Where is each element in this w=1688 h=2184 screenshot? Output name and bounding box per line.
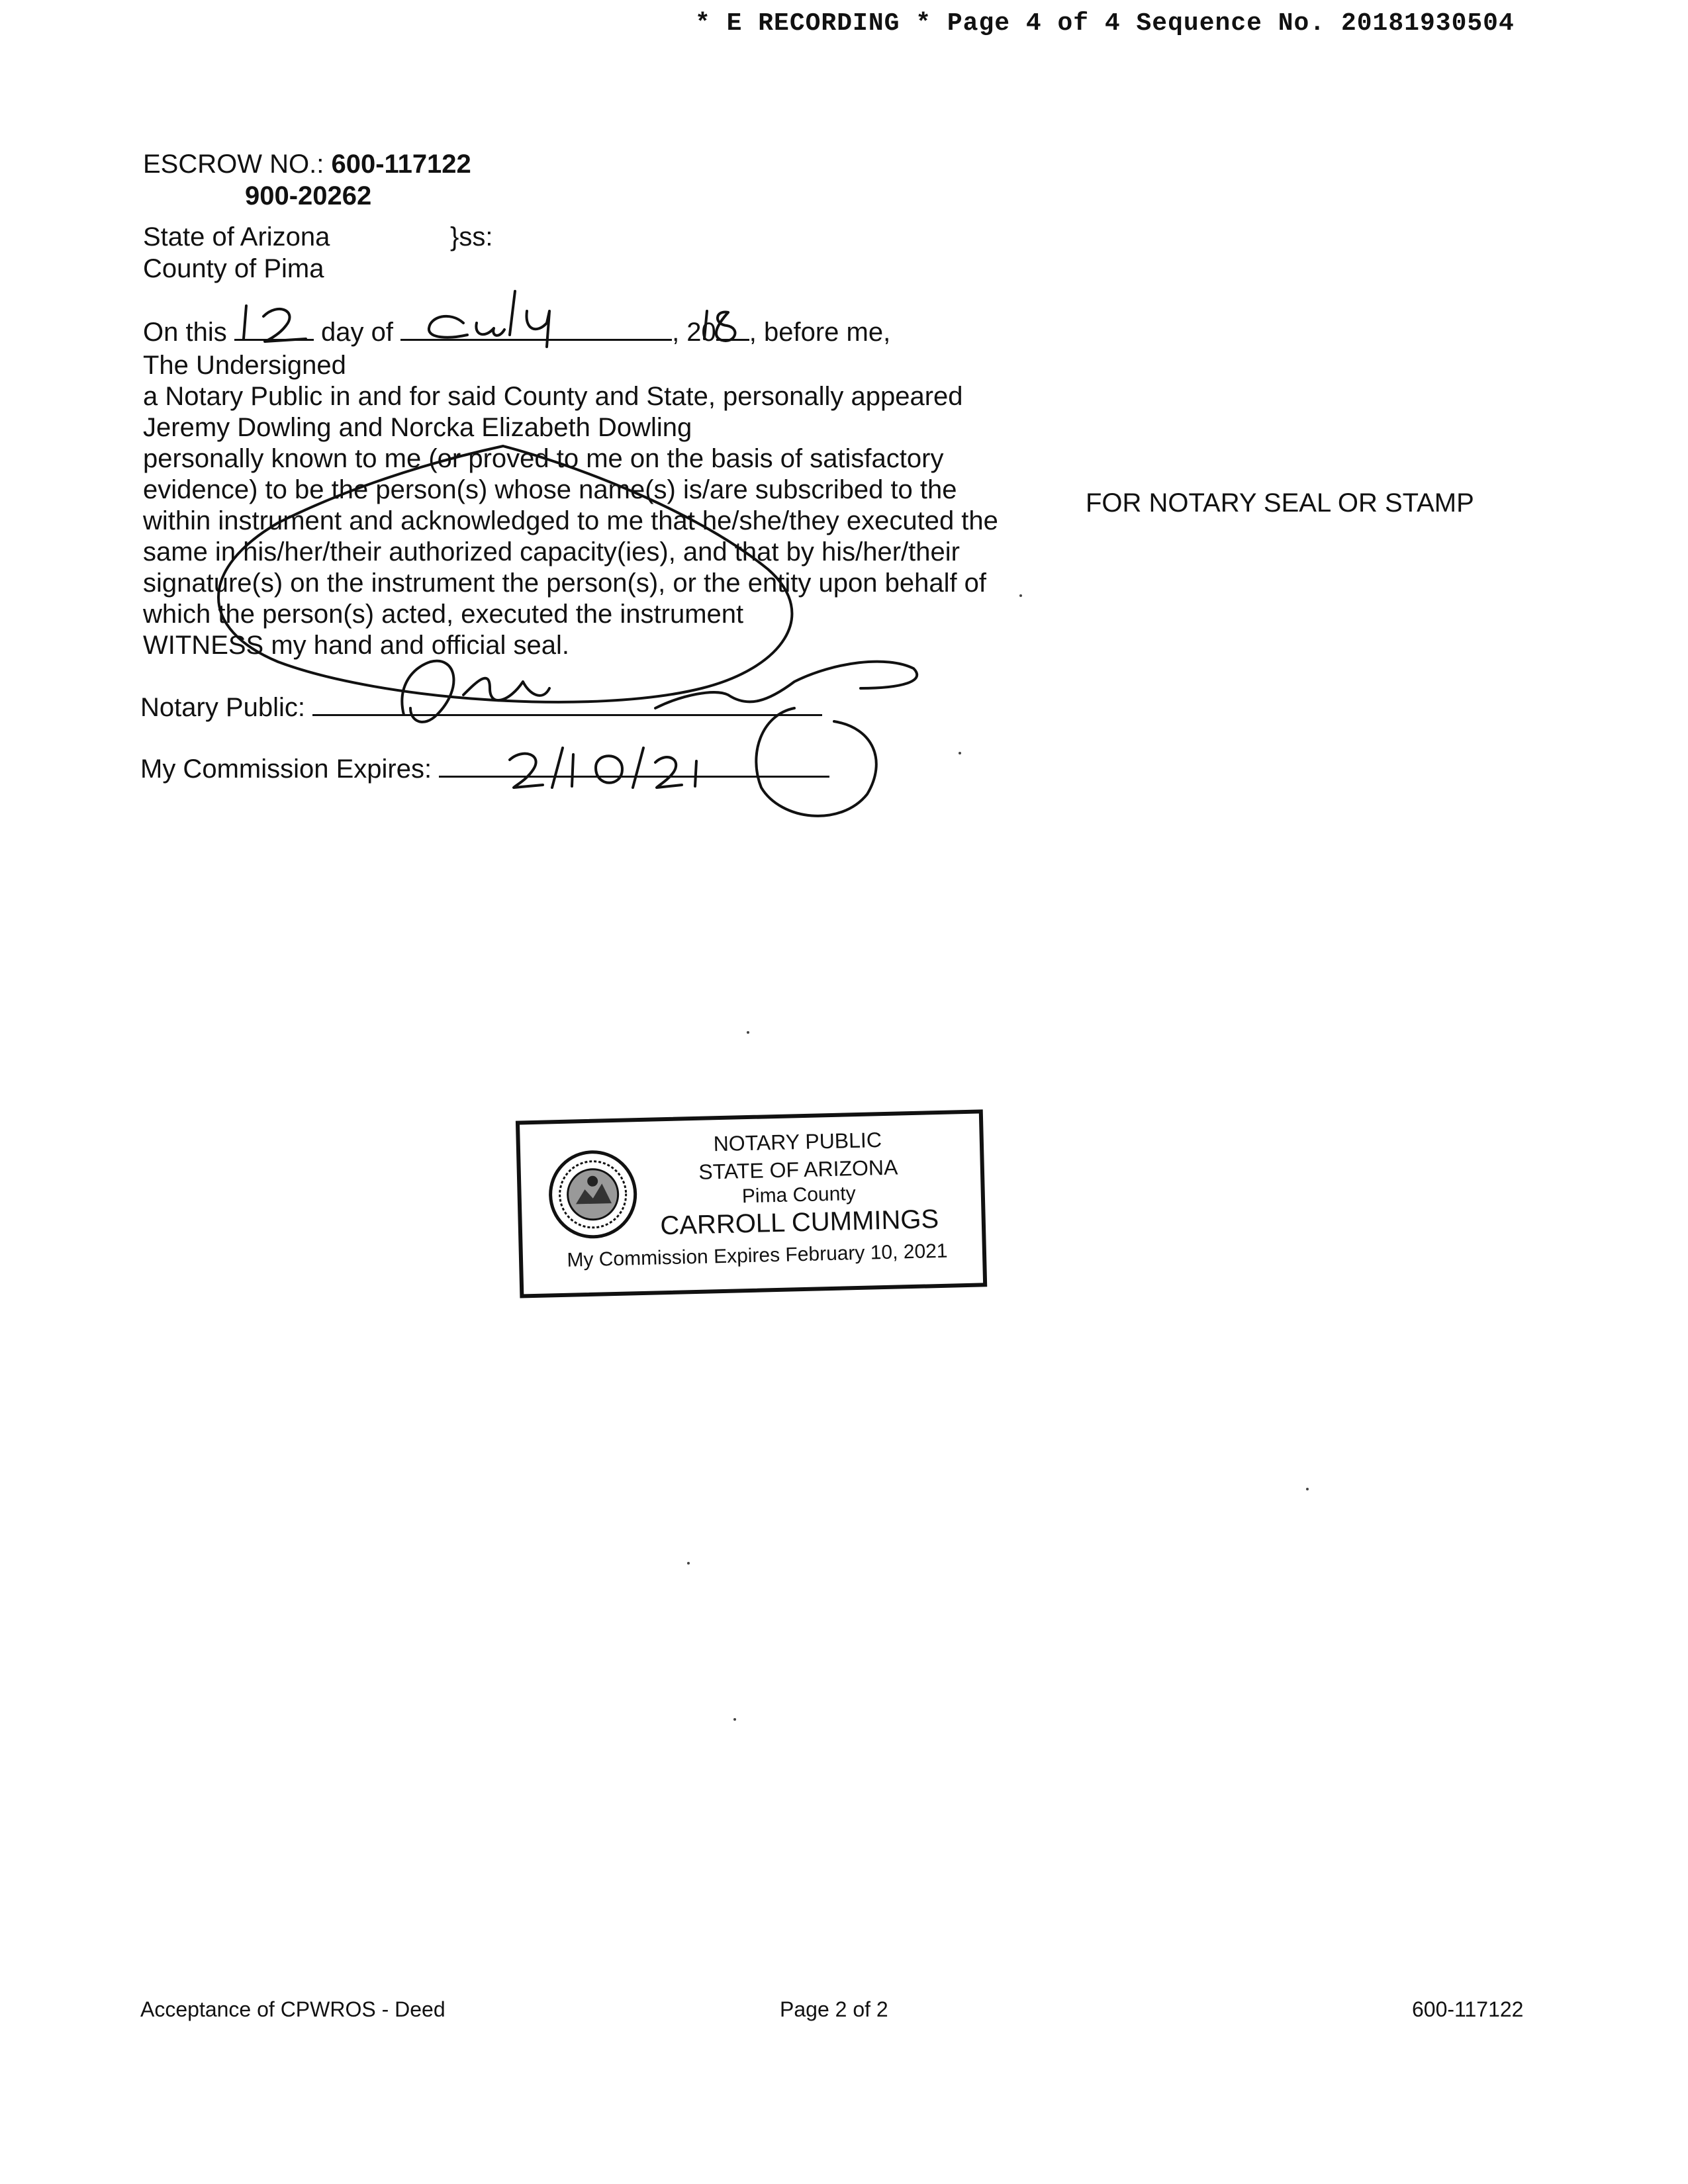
handwritten-expiry-slash-2 — [633, 748, 643, 788]
ack-line-2: Jeremy Dowling and Norcka Elizabeth Dowling — [143, 413, 692, 442]
handwritten-month-u — [476, 323, 504, 336]
scan-speck — [1019, 594, 1022, 597]
stamp-line-1: NOTARY PUBLIC — [713, 1128, 882, 1156]
venue-ss: }ss: — [450, 222, 493, 251]
escrow-label: ESCROW NO.: — [143, 150, 324, 179]
handwritten-month-j — [429, 316, 467, 338]
handwritten-month-y — [526, 311, 549, 347]
handwritten-day-one — [244, 306, 246, 339]
before-me-text: , before me, — [749, 318, 891, 347]
handwritten-year-one — [704, 311, 707, 339]
ack-line-9: WITNESS my hand and official seal. — [143, 631, 569, 660]
handwritten-expiry-1 — [572, 754, 573, 786]
ack-line-5: within instrument and acknowledged to me that he/she/they executed the — [143, 506, 998, 535]
handwritten-day-two — [263, 309, 306, 341]
notary-signature-middle — [463, 678, 549, 700]
officer-name: The Undersigned — [143, 351, 346, 380]
notary-stamp — [516, 1109, 983, 1294]
commission-label: My Commission Expires: — [140, 754, 432, 784]
day-of-text: day of — [320, 318, 393, 347]
ack-line-6: same in his/her/their authorized capacity(ies), and that by his/her/their — [143, 537, 960, 567]
escrow-number-1: 600-117122 — [331, 150, 471, 179]
scan-speck — [733, 1718, 736, 1721]
on-this-text: On this — [143, 318, 227, 347]
notary-signature-flourish — [655, 662, 917, 708]
venue-state: State of Arizona — [143, 222, 330, 251]
notary-signature-loop — [218, 446, 792, 702]
recording-header: * E RECORDING * Page 4 of 4 Sequence No. 20181930504 — [695, 9, 1515, 38]
stamp-line-2: STATE OF ARIZONA — [698, 1155, 898, 1184]
stamp-line-3: Pima County — [741, 1183, 857, 1208]
escrow-number-2: 900-20262 — [245, 181, 372, 210]
handwritten-expiry-1b — [695, 761, 696, 786]
handwritten-year-eight — [716, 312, 735, 341]
stamp-notary-name: CARROLL CUMMINGS — [659, 1205, 939, 1241]
ack-line-4: evidence) to be the person(s) whose name(s) is/are subscribed to the — [143, 475, 957, 504]
seal-area-label: FOR NOTARY SEAL OR STAMP — [1086, 488, 1474, 518]
scan-speck — [747, 1031, 749, 1034]
ack-line-1: a Notary Public in and for said County and State, personally appeared — [143, 382, 963, 411]
footer-escrow-number: 600-117122 — [1412, 1997, 1524, 2021]
scan-speck — [687, 1562, 690, 1565]
stamp-expiration: My Commission Expires February 10, 2021 — [567, 1240, 948, 1271]
venue-county: County of Pima — [143, 254, 324, 283]
arizona-seal-icon — [545, 1147, 640, 1242]
scan-speck — [1306, 1488, 1309, 1490]
notary-signature-tail-loop — [756, 708, 876, 816]
ack-line-8: which the person(s) acted, executed the instrument — [143, 600, 744, 629]
comma-20-text: , 20 — [672, 318, 716, 347]
notary-public-label: Notary Public: — [140, 693, 305, 722]
handwritten-expiry-slash-1 — [552, 748, 563, 788]
handwritten-expiry-2b — [655, 757, 682, 788]
handwritten-expiry-0 — [596, 756, 622, 783]
ack-line-7: signature(s) on the instrument the person(s), or the entity upon behalf of — [143, 569, 987, 598]
footer-page-number: Page 2 of 2 — [780, 1997, 888, 2021]
handwritten-expiry-2 — [510, 754, 543, 788]
handwritten-month-l — [510, 291, 515, 335]
ack-line-3: personally known to me (or proved to me on the basis of satisfactory — [143, 444, 944, 473]
scan-speck — [959, 752, 961, 754]
footer-document-title: Acceptance of CPWROS - Deed — [140, 1997, 445, 2021]
